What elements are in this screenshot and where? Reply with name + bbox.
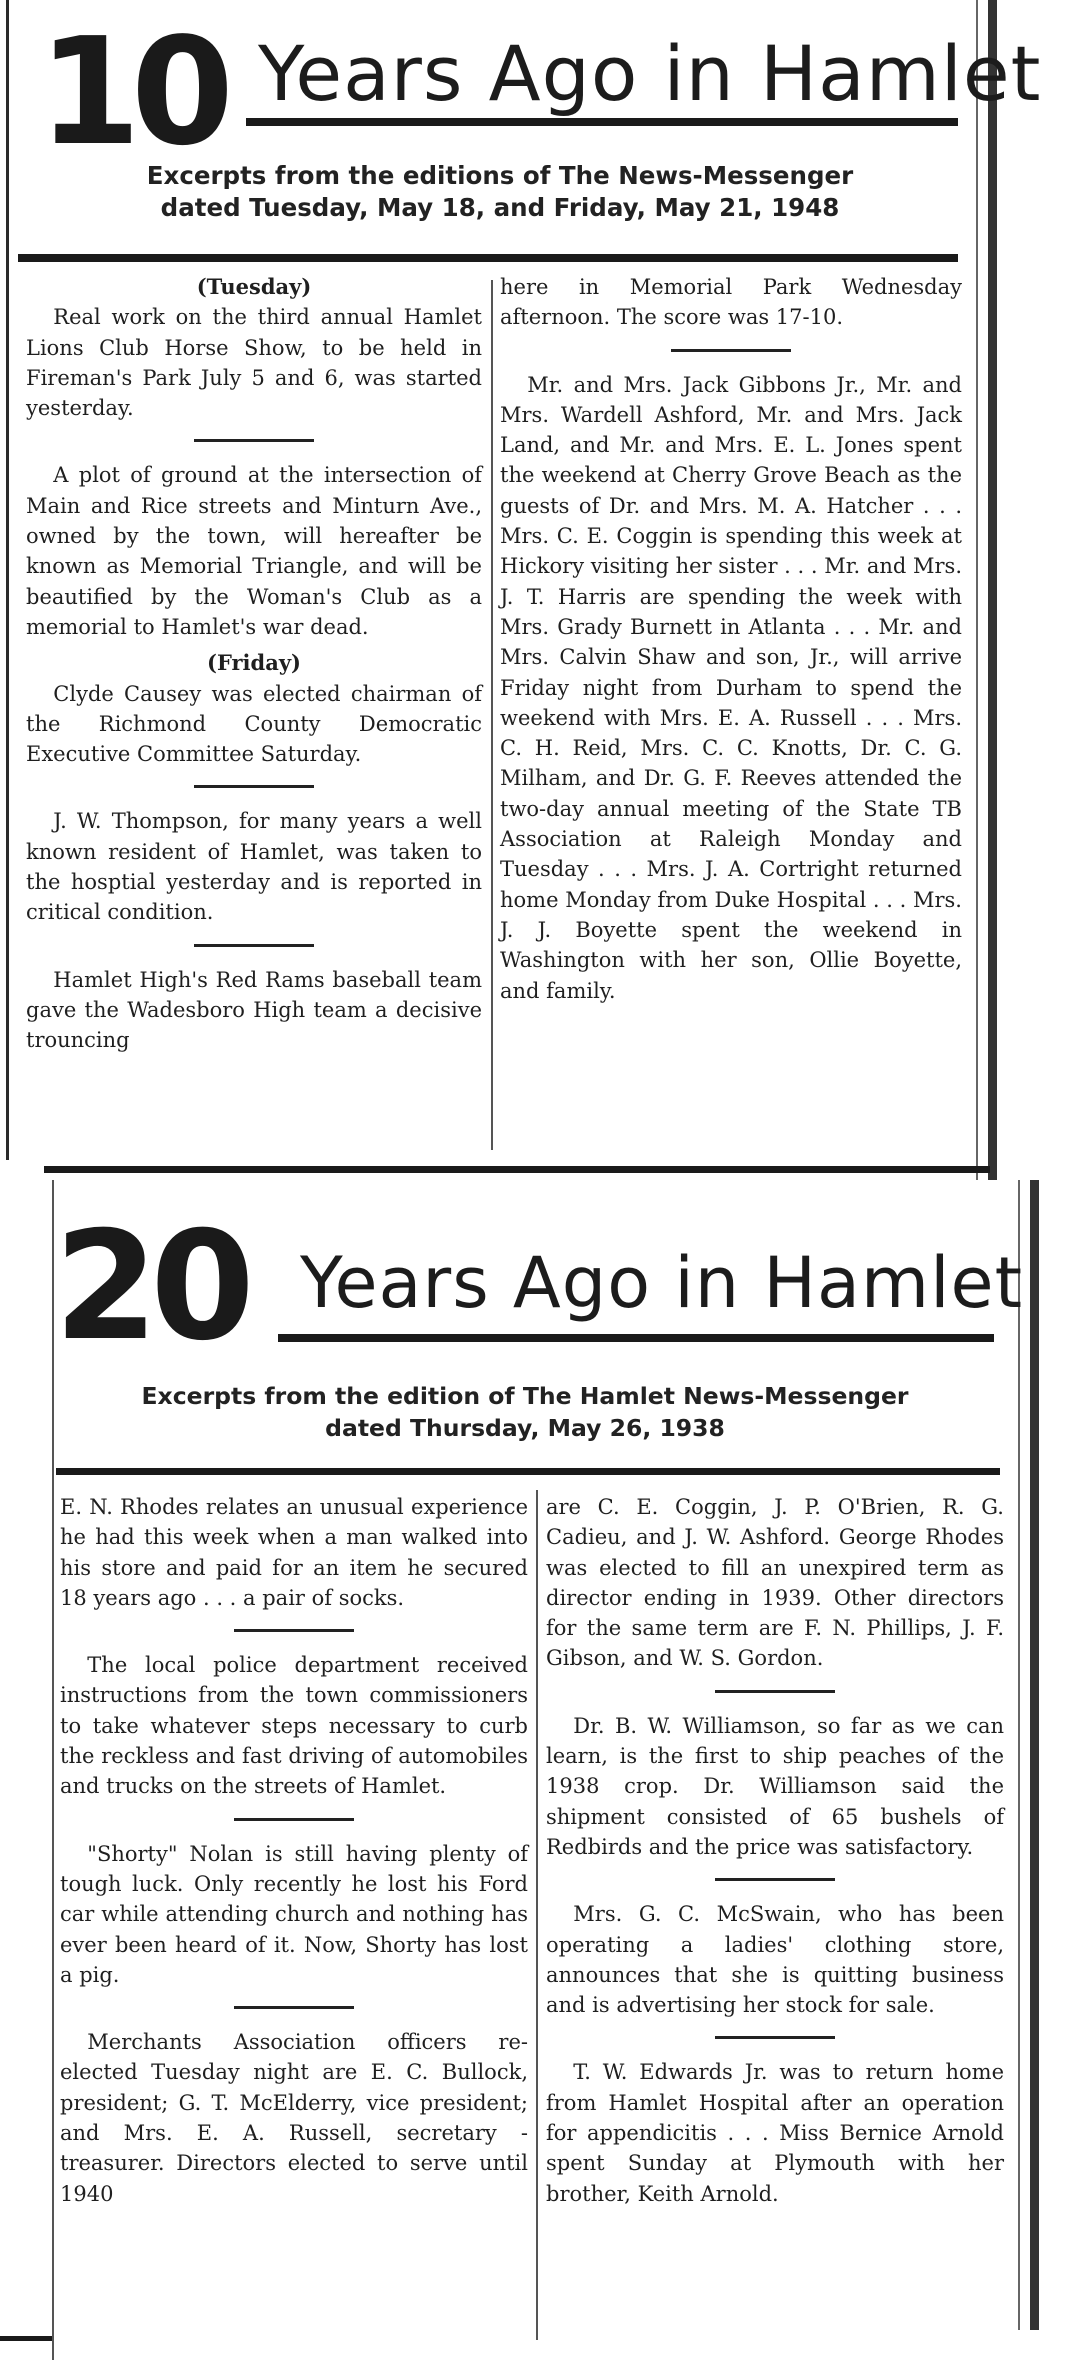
section-20-header-rule [56,1468,1000,1475]
section-10-number: 10 [38,6,224,178]
item-separator [715,1690,835,1693]
news-item: The local police department received instructions from the town commissioners to take whatever steps necessary to curb the reckless and fast driving of automobiles and trucks on the streets of Hamlet. [60,1653,528,1799]
left-page-border [6,0,9,1160]
section-20-title-underline [278,1334,994,1342]
section-10-bottom-rule [44,1166,990,1173]
news-item-continued: are C. E. Coggin, J. P. O'Brien, R. G. Cadieu, and J. W. Ashford. George Rhodes was elected to fill an unexpired term as director ending in 1939. Other directors for the same term are F. N. Phillips, J. F. Gibson, and W. S. Gordon. [546,1495,1004,1671]
news-item: Real work on the third annual Hamlet Lions Club Horse Show, to be held in Fireman's Park July 5 and 6, was started yesterday. [26,305,482,421]
section-20-number: 20 [54,1200,247,1374]
news-item: Clyde Causey was elected chairman of the Richmond County Democratic Executive Committee Saturday. [26,681,482,767]
news-item: J. W. Thompson, for many years a well known resident of Hamlet, was taken to the hosptial yesterday and is reported in critical condition. [26,809,482,925]
section-20-left-column [60,1492,528,2209]
item-separator [715,2036,835,2039]
section-10-title: Years Ago in Hamlet [258,29,1042,118]
section-20-subtitle [50,1380,1000,1444]
item-separator [194,944,314,947]
section-20-subtitle-line2: dated Thursday, May 26, 1938 [325,1414,725,1442]
item-separator [234,1818,354,1821]
news-item: T. W. Edwards Jr. was to return home from Hamlet Hospital after an operation for appendicitis . . . Miss Bernice Arnold spent Sunday at Plymouth with her brother, Keith Arnold. [546,2060,1004,2206]
right-border-outer [988,0,997,1180]
item-separator [671,349,791,352]
section-20-right-column [546,1492,1004,2209]
news-item: Mr. and Mrs. Jack Gibbons Jr., Mr. and Mrs. Wardell Ashford, Mr. and Mrs. Jack Land, and Mr. and Mrs. E. L. Jones spent the weekend at Cherry Grove Beach as the guests of Dr. and Mrs. M. A. Hatcher . . . Mrs. C. E. Coggin is spending this week at Hickory visiting her sister . . . Mr. and Mrs. J. T. Harris are spending the week with Mrs. Grady Burnett in Atlanta . . . Mr. and Mrs. Calvin Shaw and son, Jr., will arrive Friday night from Durham to spend the weekend with Mrs. E. A. Russell . . . Mrs. C. H. Reid, Mrs. C. C. Knotts, Dr. C. G. Milham, and Dr. G. F. Reeves attended the two-day annual meeting of the State TB Association at Raleigh Monday and Tuesday . . . Mrs. J. A. Cortright returned home Monday from Duke Hospital . . . Mrs. J. J. Boyette spent the weekend in Washington with her son, Ollie Boyette, and family. [500,372,962,1003]
item-separator [194,785,314,788]
news-item: Dr. B. W. Williamson, so far as we can learn, is the first to ship peaches of the 1938 crop. Dr. Williamson said the shipment consisted of 65 bushels of Redbirds and the price was satisfactory. [546,1713,1004,1859]
day-heading-tuesday: (Tuesday) [196,274,312,299]
section-10-left-column [26,272,482,1056]
item-separator [234,2006,354,2009]
section-20-subtitle-line1: Excerpts from the edition of The Hamlet News-Messenger [141,1382,909,1410]
item-separator [194,439,314,442]
bottom-left-stub [0,2336,52,2341]
section-10-subtitle [60,160,940,224]
news-item: Hamlet High's Red Rams baseball team gave the Wadesboro High team a decisive trouncing [26,967,482,1053]
news-item: Mrs. G. C. McSwain, who has been operating a ladies' clothing store, announces that she is quitting business and is advertising her stock for sale. [546,1902,1004,2018]
section-10-column-divider [491,280,493,1150]
item-separator [234,1629,354,1632]
section-10-header-rule [18,254,958,262]
news-item: A plot of ground at the intersection of Main and Rice streets and Minturn Ave., owned by the town, will hereafter be known as Memorial Triangle, and will be beautified by the Woman's Club as a memorial to Hamlet's war dead. [26,463,482,639]
section-20-title: Years Ago in Hamlet [300,1242,1024,1324]
news-item: E. N. Rhodes relates an unusual experience he had this week when a man walked into his store and paid for an item he secured 18 years ago . . . a pair of socks. [60,1495,528,1610]
section-10-right-column [500,272,962,1006]
section-10-subtitle-line1: Excerpts from the editions of The News-Messenger [146,161,854,190]
right-border-lower-inner [1018,1180,1020,2330]
item-separator [715,1878,835,1881]
news-item: "Shorty" Nolan is still having plenty of tough luck. Only recently he lost his Ford car while attending church and nothing has ever been heard of it. Now, Shorty has lost a pig. [60,1841,528,1987]
section-20-column-divider [536,1490,538,2340]
section-10-subtitle-line2: dated Tuesday, May 18, and Friday, May 21, 1948 [160,193,840,222]
news-item: Merchants Association officers re-elected Tuesday night are E. C. Bullock, president; G. T. McElderry, vice president; and Mrs. E. A. Russell, secretary - treasurer. Directors elected to serve until 1940 [60,2030,528,2206]
day-heading-friday: (Friday) [207,650,301,676]
news-item-continued: here in Memorial Park Wednesday afternoon. The score was 17-10. [500,275,962,330]
right-border-inner [976,0,978,1180]
section-10-title-underline [246,118,958,126]
right-border-lower-outer [1030,1180,1039,2330]
